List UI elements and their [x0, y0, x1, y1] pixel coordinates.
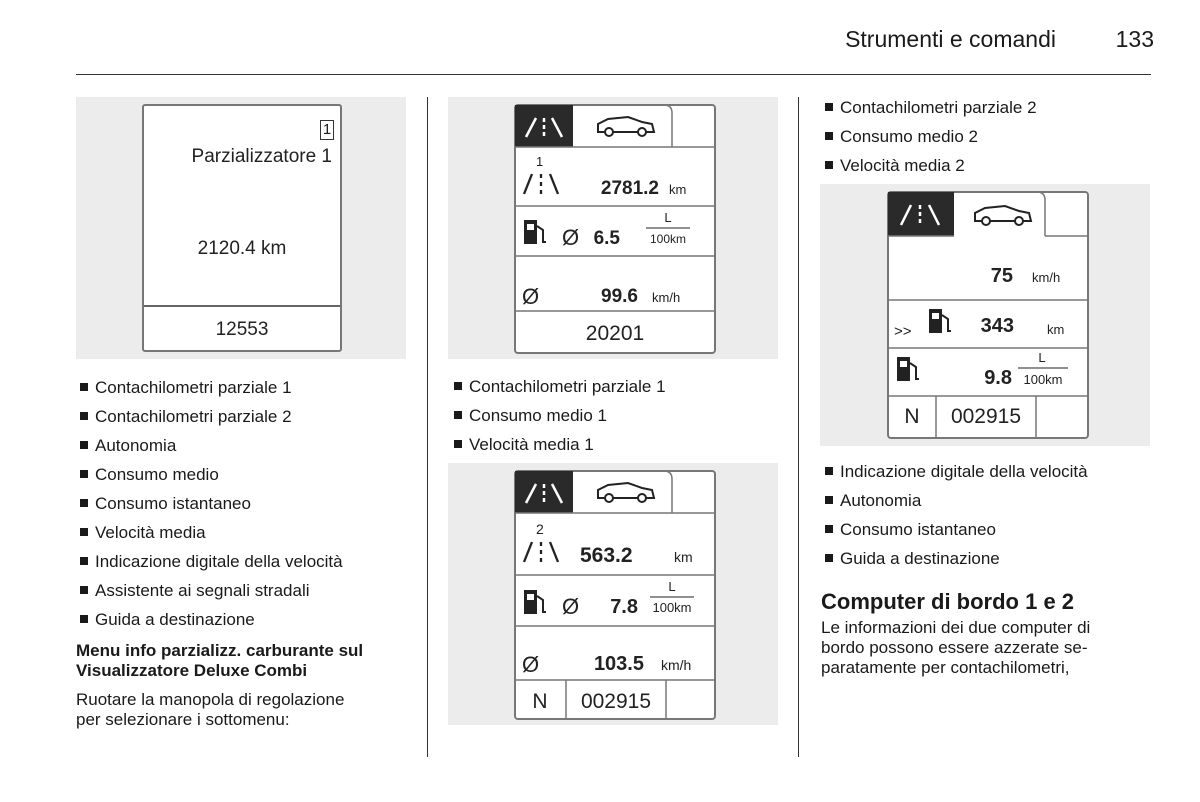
menu-list-3: [825, 93, 1037, 180]
cons-unit-top: L: [664, 210, 672, 225]
avg-consumption: 6.5: [593, 228, 620, 249]
average-symbol: Ø: [562, 594, 580, 619]
cons-unit-bottom: 100km: [652, 600, 692, 615]
display-screen: [142, 104, 342, 352]
gear-indicator: N: [904, 405, 920, 428]
list-item: Contachilometri parziale 1: [454, 372, 666, 401]
average-symbol: Ø: [522, 284, 540, 309]
list-item: Contachilometri parziale 1: [80, 373, 343, 402]
list-item: Consumo medio: [80, 460, 343, 489]
subheading-line-1: Menu info parzializz. carburante sul: [76, 641, 364, 660]
display-divider: [144, 305, 340, 307]
trip-distance: 563.2: [580, 544, 633, 567]
column-divider: [798, 97, 799, 757]
avg-speed: 99.6: [601, 286, 638, 307]
trip-index: 2: [536, 521, 544, 537]
avg-consumption: 7.8: [610, 596, 638, 618]
cons-unit-top: L: [668, 579, 676, 594]
menu-list-2: [454, 372, 666, 459]
section-heading: Computer di bordo 1 e 2: [821, 589, 1075, 614]
display-image-vehicle: [820, 184, 1150, 446]
list-item: Contachilometri parziale 2: [80, 402, 343, 431]
list-item: Velocità media: [80, 518, 343, 547]
avg-speed: 103.5: [593, 653, 644, 675]
subheading-line-2: Visualizzatore Deluxe Combi: [76, 661, 308, 680]
list-item: Indicazione digitale della velocità: [80, 547, 343, 576]
page-number: 133: [1115, 26, 1154, 52]
body-line-2: bordo possono essere azzerate se-: [821, 638, 1088, 657]
list-item: Autonomia: [825, 486, 1088, 515]
trip-unit: km: [674, 549, 693, 565]
gear-indicator: N: [532, 690, 548, 713]
trip-value: 2120.4 km: [197, 238, 287, 259]
odometer-value: 002915: [950, 405, 1022, 428]
header-rule: [76, 74, 1151, 75]
list-item: Contachilometri parziale 2: [825, 93, 1037, 122]
cons-unit-top: L: [1038, 350, 1046, 365]
range-unit: km: [1047, 322, 1065, 337]
odometer-value: 20201: [585, 322, 645, 345]
range-prefix: >>: [894, 323, 912, 340]
average-symbol: Ø: [522, 652, 540, 677]
list-item: Consumo medio 2: [825, 122, 1037, 151]
speed-value: 75: [990, 265, 1013, 287]
list-item: Consumo istantaneo: [825, 515, 1088, 544]
cons-unit-bottom: 100km: [1023, 372, 1063, 387]
list-item: Guida a destinazione: [80, 605, 343, 634]
display-image-trip-1: [448, 97, 778, 359]
average-symbol: Ø: [562, 225, 580, 250]
list-item: Autonomia: [80, 431, 343, 460]
speed-unit: km/h: [652, 290, 681, 305]
list-item: Indicazione digitale della velocità: [825, 457, 1088, 486]
speed-unit: km/h: [661, 657, 692, 673]
trip-distance: 2781.2: [600, 178, 659, 199]
column-divider: [427, 97, 428, 757]
display-image-trip-menu: [76, 97, 406, 359]
section-title: Strumenti e comandi: [845, 26, 1056, 52]
cons-unit-bottom: 100km: [649, 232, 687, 246]
display-title: Parzializzatore 1: [191, 146, 332, 167]
trip-index: 1: [536, 154, 544, 169]
list-item: Assistente ai segnali stradali: [80, 576, 343, 605]
instant-consumption: 9.8: [984, 367, 1012, 389]
menu-list-4: [825, 457, 1088, 573]
menu-list-1: [80, 373, 343, 634]
body-line-2: per selezionare i sottomenu:: [76, 710, 290, 729]
body-line-1: Le informazioni dei due computer di: [821, 618, 1091, 637]
speed-unit: km/h: [1032, 270, 1061, 285]
body-line-3: paratamente per contachilometri,: [821, 658, 1070, 677]
display-screen: [514, 470, 716, 720]
odometer-value: 12553: [215, 319, 269, 340]
trip-badge: 1: [320, 120, 334, 140]
list-item: Consumo istantaneo: [80, 489, 343, 518]
trip-unit: km: [669, 182, 687, 197]
display-image-trip-2: [448, 463, 778, 725]
range-value: 343: [980, 315, 1014, 337]
body-line-1: Ruotare la manopola di regolazione: [76, 690, 345, 709]
display-screen: [887, 191, 1089, 439]
list-item: Velocità media 1: [454, 430, 666, 459]
list-item: Consumo medio 1: [454, 401, 666, 430]
odometer-value: 002915: [580, 690, 652, 713]
display-screen: [514, 104, 716, 354]
list-item: Velocità media 2: [825, 151, 1037, 180]
list-item: Guida a destinazione: [825, 544, 1088, 573]
